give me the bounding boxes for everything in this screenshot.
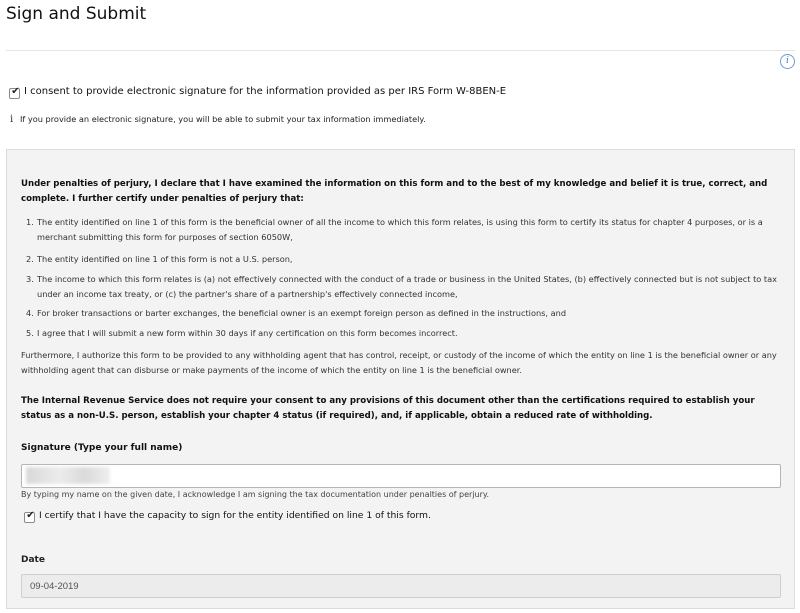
esign-note: If you provide an electronic signature, you will be able to submit your tax information immediately. — [20, 114, 426, 124]
consent-checkbox[interactable] — [9, 88, 20, 99]
certification-text: For broker transactions or barter exchanges, the beneficial owner is an exempt foreign person as defined in the instructions, and — [37, 308, 567, 318]
note-info-icon: i — [10, 114, 14, 125]
certification-text: The income to which this form relates is (a) not effectively connected with the conduct of a trade or business in the United States, (b) effectively connected but is not subject to tax under an income tax treaty, or (c) the partner's share of a partnership's effectively connected income, — [37, 274, 777, 299]
info-icon[interactable] — [780, 54, 795, 69]
page-title: Sign and Submit — [6, 4, 147, 24]
certification-number: 4. — [26, 308, 34, 318]
signature-label: Signature (Type your full name) — [21, 443, 183, 453]
certification-text: I agree that I will submit a new form within 30 days if any certification on this form becomes incorrect. — [37, 328, 458, 338]
certification-item — [26, 272, 781, 301]
certification-text: The entity identified on line 1 of this form is the beneficial owner of all the income to which this form relates, is using this form to certify its status for chapter 4 purposes, or is a merchant submitting this form for purposes of section 6050W, — [37, 217, 763, 242]
date-field — [21, 574, 781, 598]
certification-number: 2. — [26, 254, 34, 264]
capacity-label: I certify that I have the capacity to sign for the entity identified on line 1 of this form. — [39, 510, 431, 521]
title-divider — [6, 50, 795, 51]
signature-acknowledgement: By typing my name on the given date, I acknowledge I am signing the tax documentation under penalties of perjury. — [21, 490, 490, 499]
certification-number: 1. — [26, 217, 34, 227]
capacity-checkbox[interactable] — [24, 512, 35, 523]
perjury-intro: Under penalties of perjury, I declare that I have examined the information on this form and to the best of my knowledge and belief it is true, correct, and complete. I further certify under penalties of perjury that: — [21, 179, 768, 204]
irs-consent-statement: The Internal Revenue Service does not require your consent to any provisions of this document other than the certifications required to establish your status as a non-U.S. person, establish your chapter 4 status (if required), and, if applicable, obtain a reduced rate of withholding. — [21, 396, 755, 421]
certification-item — [26, 252, 781, 267]
certification-item — [26, 215, 781, 244]
certification-number: 5. — [26, 328, 34, 338]
check-icon: ✔ — [11, 86, 20, 97]
date-label: Date — [21, 555, 45, 565]
info-icon-glyph: i — [786, 56, 789, 66]
check-icon: ✔ — [26, 510, 35, 521]
signature-input[interactable] — [21, 464, 781, 488]
certification-text: The entity identified on line 1 of this form is not a U.S. person, — [37, 254, 293, 264]
certification-item — [26, 326, 781, 341]
consent-label: I consent to provide electronic signature for the information provided as per IRS Form W-8BEN-E — [24, 86, 507, 97]
authorization-paragraph: Furthermore, I authorize this form to be provided to any withholding agent that has control, receipt, or custody of the income of which the entity on line 1 is the beneficial owner or any withholding agent that can disburse or make payments of the income of which the entity on line 1 is the beneficial owner. — [21, 350, 777, 375]
certification-item — [26, 306, 781, 321]
certification-number: 3. — [26, 274, 34, 284]
